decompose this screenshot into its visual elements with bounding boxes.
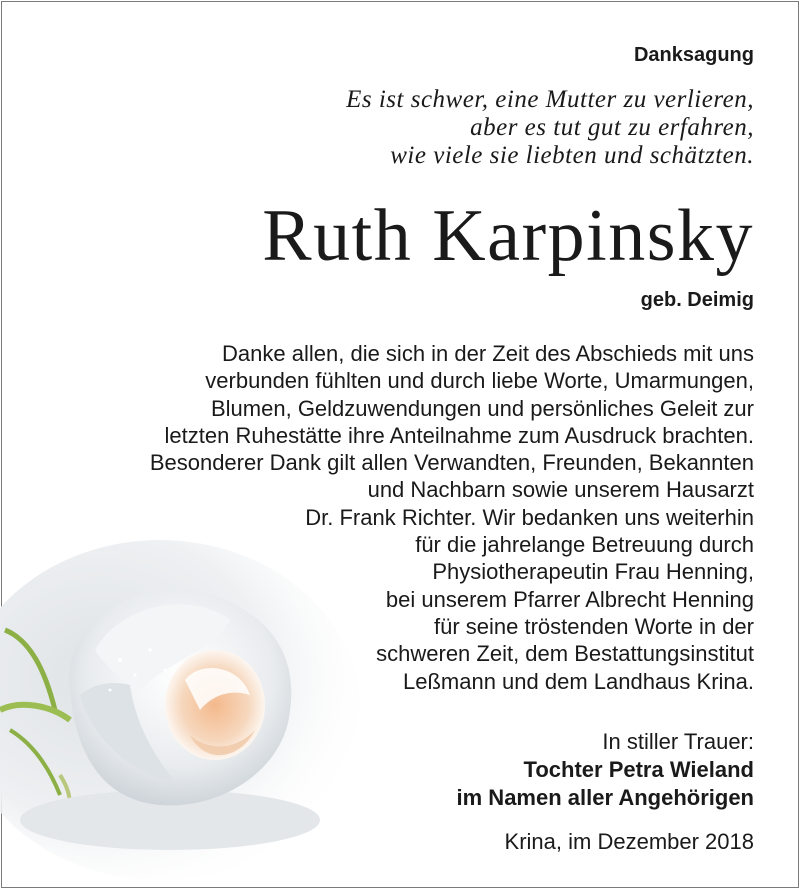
motto-line: aber es tut gut zu erfahren, [470, 114, 754, 141]
thanks-line: für die jahrelange Betreuung durch [415, 532, 754, 558]
signatory-family: im Namen aller Angehörigen [456, 785, 754, 810]
thanks-line: Leßmann und dem Landhaus Krina. [402, 668, 754, 694]
thanks-line: verbunden fühlten und durch liebe Worte, Umarmungen, [205, 368, 754, 394]
mourners-block [457, 728, 754, 812]
mourning-intro: In stiller Trauer: [602, 729, 754, 754]
thanks-line: und Nachbarn sowie unserem Hausarzt [367, 477, 754, 503]
thanks-line: Blumen, Geldzuwendungen und persönliches Geleit zur [211, 395, 754, 421]
thanks-text [150, 340, 754, 695]
signatory-name: Tochter Petra Wieland [523, 757, 754, 782]
thanks-line: schweren Zeit, dem Bestattungsinstitut [376, 641, 754, 667]
thanks-line: letzten Ruhestätte ihre Anteilnahme zum Ausdruck brachten. [164, 422, 754, 448]
thanks-line: Physiotherapeutin Frau Henning, [432, 559, 754, 585]
thanks-line: bei unserem Pfarrer Albrecht Henning [385, 586, 754, 612]
thanks-line: Dr. Frank Richter. Wir bedanken uns weiterhin [305, 504, 754, 530]
thanks-line: Danke allen, die sich in der Zeit des Abschieds mit uns [222, 341, 754, 366]
place-date: Krina, im Dezember 2018 [504, 829, 754, 854]
birth-name: geb. Deimig [640, 289, 754, 311]
motto-line: Es ist schwer, eine Mutter zu verlieren, [346, 86, 754, 113]
motto-verse [346, 86, 754, 170]
thanks-line: für seine tröstenden Worte in der [434, 613, 754, 639]
notice-heading: Danksagung [633, 44, 754, 66]
deceased-name: Ruth Karpinsky [262, 195, 754, 277]
motto-line: wie viele sie liebten und schätzten. [390, 142, 754, 169]
thanks-line: Besonderer Dank gilt allen Verwandten, Freunden, Bekannten [149, 450, 754, 476]
